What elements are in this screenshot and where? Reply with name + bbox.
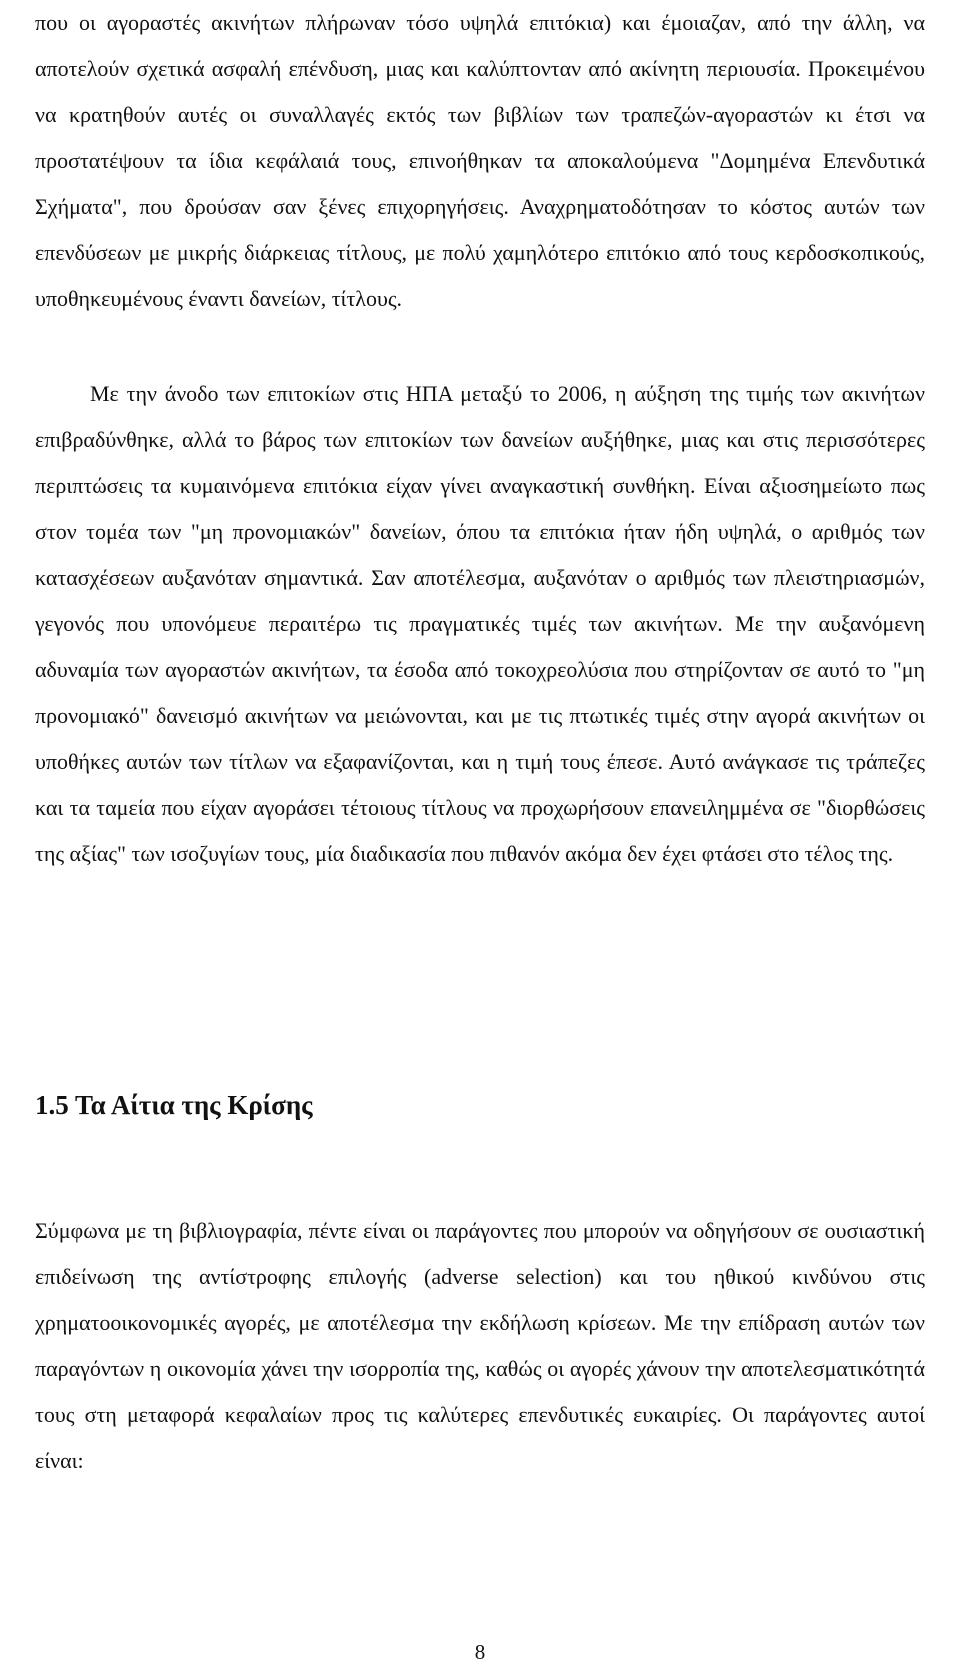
- section-heading: 1.5 Τα Αίτια της Κρίσης: [35, 1090, 313, 1120]
- body-paragraph: Με την άνοδο των επιτοκίων στις ΗΠΑ μεταξύ το 2006, η αύξηση της τιμής των ακινήτων επιβραδύνθηκε, αλλά το βάρος των επιτοκίων των δανείων αυξήθηκε, μιας και στις περισσότερες περιπτώσεις τα κυμαινόμενα επιτόκια είχαν γίνει αναγκαστική συνθήκη. Είναι αξιοσημείωτο πως στον τομέα των "μη προνομιακών" δανείων, όπου τα επιτόκια ήταν ήδη υψηλά, ο αριθμός των κατασχέσεων αυξανόταν σημαντικά. Σαν αποτέλεσμα, αυξανόταν ο αριθμός των πλειστηριασμών, γεγονός που υπονόμευε περαιτέρω τις πραγματικές τιμές των ακινήτων. Με την αυξανόμενη αδυναμία των αγοραστών ακινήτων, τα έσοδα από τοκοχρεολύσια που στηρίζονταν σε αυτό το "μη προνομιακό" δανεισμό ακινήτων να μειώνονται, και με τις πτωτικές τιμές στην αγορά ακινήτων οι υποθήκες αυτών των τίτλων να εξαφανίζονται, και η τιμή τους έπεσε. Αυτό ανάγκασε τις τράπεζες και τα ταμεία που είχαν αγοράσει τέτοιους τίτλους να προχωρήσουν επανειλημμένα σε "διορθώσεις της αξίας" των ισοζυγίων τους, μία διαδικασία που πιθανόν ακόμα δεν έχει φτάσει στο τέλος της.: [35, 381, 925, 866]
- body-paragraph: που οι αγοραστές ακινήτων πλήρωναν τόσο υψηλά επιτόκια) και έμοιαζαν, από την άλλη, να αποτελούν σχετικά ασφαλή επένδυση, μιας και καλύπτονταν από ακίνητη περιουσία. Προκειμένου να κρατηθούν αυτές οι συναλλαγές εκτός των βιβλίων των τραπεζών-αγοραστών κι έτσι να προστατέψουν τα ίδια κεφάλαιά τους, επινοήθηκαν τα αποκαλούμενα "Δομημένα Επενδυτικά Σχήματα", που δρούσαν σαν ξένες επιχορηγήσεις. Αναχρηματοδότησαν το κόστος αυτών των επενδύσεων με μικρής διάρκειας τίτλους, με πολύ χαμηλότερο επιτόκιο από τους κερδοσκοπικούς, υποθηκευμένους έναντι δανείων, τίτλους.: [35, 10, 925, 311]
- page-number: 8: [474, 1640, 486, 1664]
- section-paragraph: Σύμφωνα με τη βιβλιογραφία, πέντε είναι οι παράγοντες που μπορούν να οδηγήσουν σε ουσιαστική επιδείνωση της αντίστροφης επιλογής (adverse selection) και του ηθικού κινδύνου στις χρηματοοικονομικές αγορές, με αποτέλεσμα την εκδήλωση κρίσεων. Με την επίδραση αυτών των παραγόντων η οικονομία χάνει την ισορροπία της, καθώς οι αγορές χάνουν την αποτελεσματικότητά τους στη μεταφορά κεφαλαίων προς τις καλύτερες επενδυτικές ευκαιρίες. Οι παράγοντες αυτοί είναι:: [35, 1218, 925, 1473]
